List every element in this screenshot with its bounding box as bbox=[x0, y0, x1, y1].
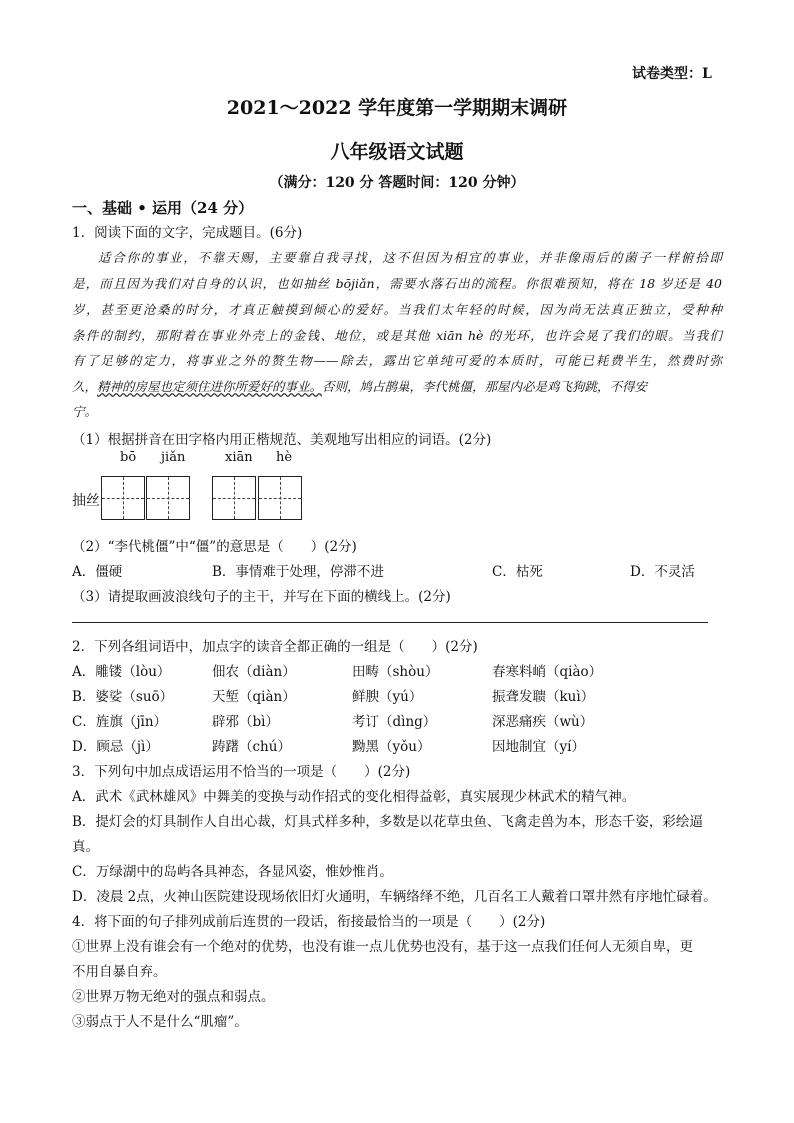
question-1-sub2: （2）“李代桃僵”中“僵”的意思是（ ）(2分) bbox=[72, 539, 357, 555]
q4-sentence-1: ①世界上没有谁会有一个绝对的优势，也没有谁一点儿优势也没有，基于这一点我们任何人无须自卑，更 bbox=[72, 939, 693, 955]
q2-word: 因地制宜（yí） bbox=[492, 739, 585, 755]
passage-line: 宁。 bbox=[72, 404, 98, 419]
q3-option-c[interactable]: C．万绿湖中的岛屿各具神态，各显风姿，惟妙惟肖。 bbox=[72, 864, 393, 880]
q2-option-a[interactable]: A．雕镂（lòu） bbox=[72, 664, 171, 680]
question-2-stem: 2．下列各组词语中，加点字的读音全都正确的一组是（ ）(2分) bbox=[72, 639, 478, 655]
wavy-underlined-sentence: 精神的房屋也定须住进你所爱好的事业。 bbox=[97, 379, 323, 394]
q3-option-b-cont: 真。 bbox=[72, 839, 99, 855]
grid-prefix: 抽丝 bbox=[72, 493, 100, 509]
score-time-info: （满分：120 分 答题时间：120 分钟） bbox=[269, 175, 525, 191]
q2-word: 天堑（qiàn） bbox=[212, 689, 296, 705]
writing-grid-cell[interactable] bbox=[212, 476, 256, 520]
q3-option-b[interactable]: B．提灯会的灯具制作人自出心裁，灯具式样多种，多数是以花草虫鱼、飞禽走兽为本，形态千姿，彩绘逼 bbox=[72, 814, 703, 830]
option-d[interactable]: D．不灵活 bbox=[630, 564, 695, 580]
passage-line-wavy-sentence bbox=[72, 377, 722, 395]
q2-word: 踌躇（chú） bbox=[212, 739, 291, 755]
question-1-sub1: （1）根据拼音在田字格内用正楷规范、美观地写出相应的词语。(2分) bbox=[72, 432, 492, 448]
writing-grid-cell[interactable] bbox=[101, 476, 145, 520]
question-1-sub3: （3）请提取画波浪线句子的主干，并写在下面的横线上。(2分) bbox=[72, 589, 451, 605]
q2-option-c[interactable]: C．旌旗（jīn） bbox=[72, 714, 168, 730]
option-b[interactable]: B．事情难于处理，停滞不进 bbox=[212, 564, 384, 580]
q2-word: 田畴（shòu） bbox=[352, 664, 439, 680]
q2-option-d[interactable]: D．顾忌（jì） bbox=[72, 739, 159, 755]
option-c[interactable]: C．枯死 bbox=[492, 564, 543, 580]
q2-word: 佃农（diàn） bbox=[212, 664, 296, 680]
paper-type-label: 试卷类型：L bbox=[632, 66, 712, 82]
question-1-stem: 1．阅读下面的文字，完成题目。(6分) bbox=[72, 225, 303, 241]
exam-title: 2021～2022 学年度第一学期期末调研 bbox=[226, 97, 568, 119]
q2-word: 鲜腴（yú） bbox=[352, 689, 423, 705]
q4-sentence-1-cont: 不用自暴自弃。 bbox=[72, 964, 167, 980]
passage-text: 否则，鸠占鹊巢，李代桃僵，那屋内必是鸡飞狗跳，不得安 bbox=[322, 379, 648, 394]
q2-word: 深恶痛疾（wù） bbox=[492, 714, 594, 730]
q4-sentence-2: ②世界万物无绝对的强点和弱点。 bbox=[72, 989, 275, 1005]
passage-text: 久， bbox=[72, 379, 98, 394]
passage-line: 条件的制约，那附着在事业外壳上的金钱、地位，或是其他 xiān hè 的光环，也许会晃了我们的眼。当我们 bbox=[72, 328, 722, 343]
pinyin-label: hè bbox=[276, 450, 293, 465]
passage-line: 适合你的事业，不靠天赐，主要靠自我寻找，这不但因为相宜的事业，并非像雨后的菌子一样俯拾即 bbox=[98, 250, 722, 265]
q2-option-b[interactable]: B．婆娑（suō） bbox=[72, 689, 174, 705]
q3-option-d[interactable]: D．凌晨 2点，火神山医院建设现场依旧灯火通明，车辆络绎不绝，几百名工人戴着口罩井然有序地忙碌着。 bbox=[72, 889, 717, 905]
pinyin-label: xiān bbox=[225, 450, 253, 465]
writing-grid-cell[interactable] bbox=[146, 476, 190, 520]
question-4-stem: 4．将下面的句子排列成前后连贯的一段话，衔接最恰当的一项是（ ）(2分) bbox=[72, 914, 546, 930]
question-3-stem: 3．下列句中加点成语运用不恰当的一项是（ ）(2分) bbox=[72, 764, 411, 780]
answer-line[interactable] bbox=[72, 622, 708, 623]
pinyin-label: jiǎn bbox=[161, 450, 186, 465]
passage-line: 是，而且因为我们对自身的认识，也如抽丝 bōjiǎn，需要水落石出的流程。你很难预知，将在 18 岁还是 40 bbox=[72, 276, 722, 291]
q3-option-a[interactable]: A．武术《武林雄风》中舞美的变换与动作招式的变化相得益彰，真实展现少林武术的精气神。 bbox=[72, 789, 636, 805]
passage-line: 岁，甚至更沧桑的时分，才真正触摸到倾心的爱好。当我们太年轻的时候，因为尚无法真正独立，受种种 bbox=[72, 302, 722, 317]
passage-line: 有了足够的定力，将事业之外的赘生物——除去，露出它单纯可爱的本质时，可能已耗费半生，然费时弥 bbox=[72, 353, 722, 368]
q2-word: 辟邪（bì） bbox=[212, 714, 279, 730]
option-a[interactable]: A．僵硬 bbox=[72, 564, 123, 580]
section-heading: 一、基础 • 运用（24 分） bbox=[72, 199, 254, 217]
writing-grid-cell[interactable] bbox=[258, 476, 302, 520]
exam-subtitle: 八年级语文试题 bbox=[330, 141, 464, 163]
q2-word: 春寒料峭（qiào） bbox=[492, 664, 603, 680]
q4-sentence-3: ③弱点于人不是什么“肌瘤”。 bbox=[72, 1014, 248, 1030]
q2-word: 考订（dìng） bbox=[352, 714, 437, 730]
q2-word: 黝黑（yǒu） bbox=[352, 739, 431, 755]
q2-word: 振聋发聩（kuì） bbox=[492, 689, 595, 705]
pinyin-label: bō bbox=[120, 450, 137, 465]
